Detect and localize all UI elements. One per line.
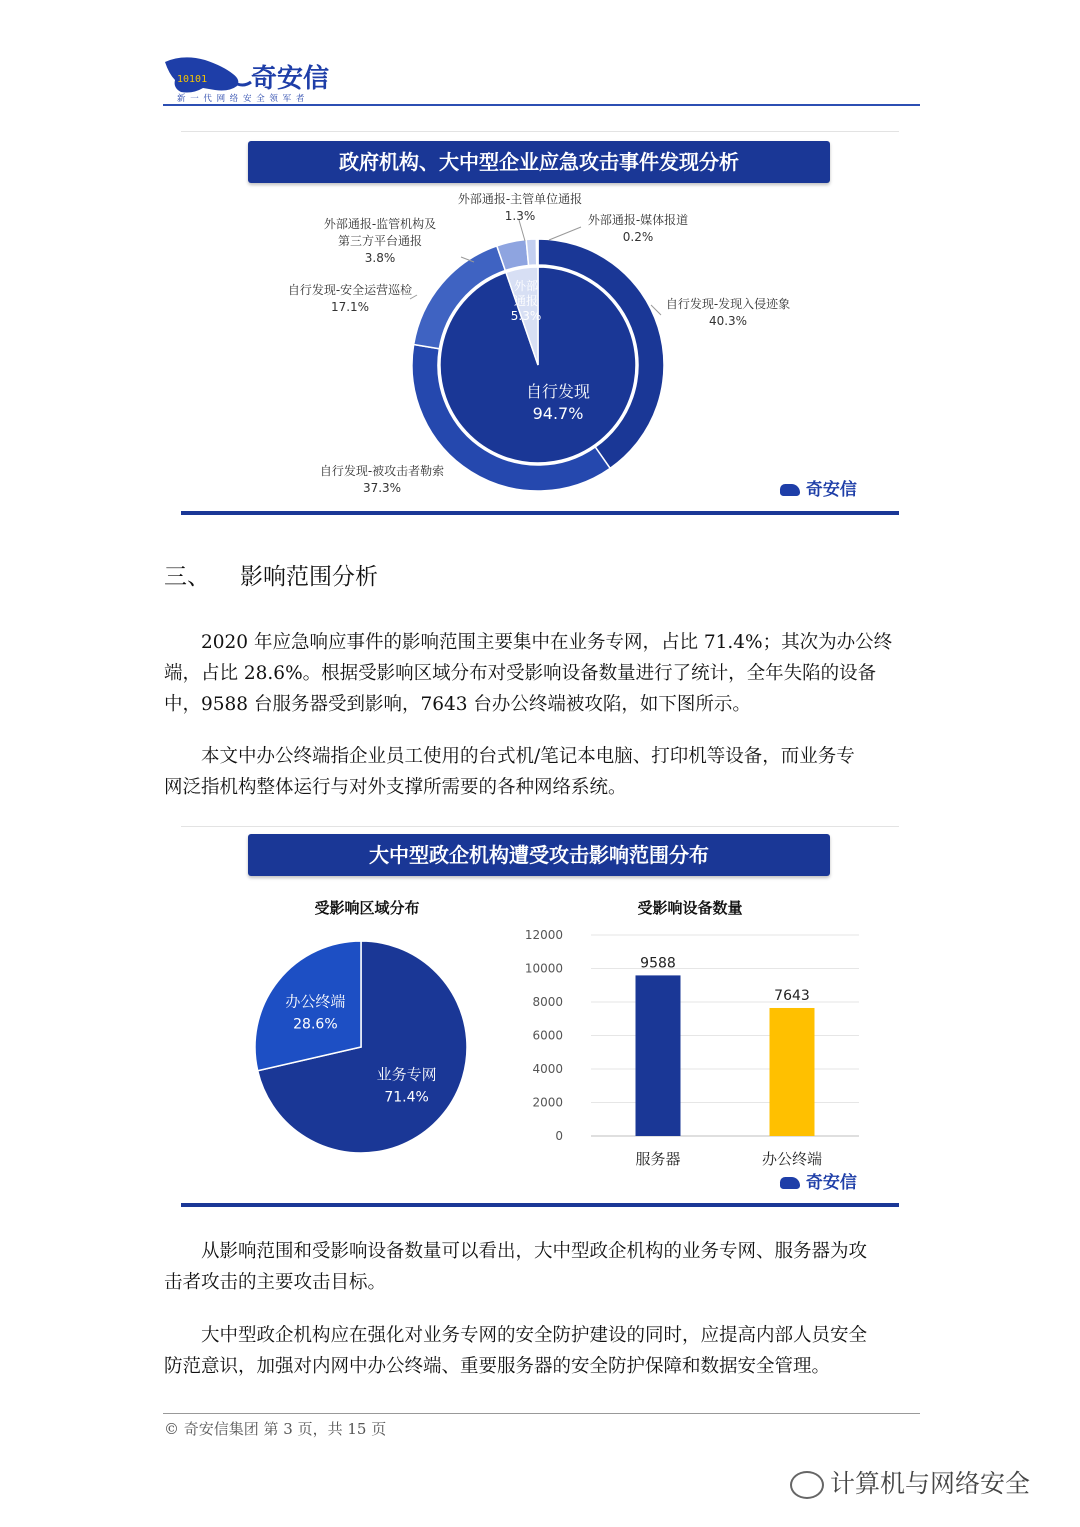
figure1-watermark-logo: 奇安信 [780, 475, 857, 500]
outer-slice-5 [536, 239, 538, 265]
logo-text: 奇安信 [251, 64, 330, 94]
section-heading [164, 558, 378, 591]
figure1-bottom-rule [181, 511, 899, 515]
inner-label-external: 外部通报 5.3% [510, 279, 542, 323]
y-tick-label: 4000 [532, 1062, 563, 1076]
x-category-label: 办公终端 [761, 1150, 823, 1168]
paragraph-2: 本文中办公终端指企业员工使用的台式机/笔记本电脑、打印机等设备，而业务专 网泛指机构整体运行与对外支撑所需要的各种网络系统。 [164, 746, 855, 798]
figure1-donut-chart [181, 185, 899, 513]
y-tick-label: 0 [555, 1129, 563, 1143]
logo-slogan: 新 一 代 网 络 安 全 领 军 者 [177, 94, 306, 104]
figure1-top-line [181, 131, 899, 132]
section-title: 影响范围分析 [240, 564, 378, 590]
bar-chart [525, 928, 859, 1168]
bar-value-label: 9588 [640, 955, 676, 972]
paragraph-1: 2020 年应急响应事件的影响范围主要集中在业务专网，占比 71.4%；其次为办公终 端，占比 28.6%。根据受影响区域分布对受影响设备数量进行了统计，全年失陷的设备 中，9588 台服务器受到影响，7643 台办公终端被攻陷，如下图所示。 [164, 632, 893, 715]
y-tick-label: 8000 [532, 995, 563, 1009]
pie-slice-value: 71.4% [384, 1089, 429, 1106]
footer-page-info: © 奇安信集团 第 3 页，共 15 页 [164, 1420, 387, 1438]
y-tick-label: 10000 [524, 961, 563, 976]
paragraph-3: 从影响范围和受影响设备数量可以看出，大中型政企机构的业务专网、服务器为攻 击者攻击的主要攻击目标。 [164, 1241, 868, 1293]
x-category-label: 服务器 [635, 1150, 681, 1168]
footer-divider [163, 1413, 920, 1414]
figure2-watermark-logo: 奇安信 [780, 1168, 857, 1193]
section-number: 三、 [164, 564, 210, 590]
pie-chart-title: 受影响区域分布 [314, 899, 420, 917]
figure2-charts [181, 920, 899, 1190]
bar-value-label: 7643 [774, 987, 810, 1004]
leopard-icon [780, 1177, 800, 1189]
figure2-top-line [181, 826, 899, 827]
pie-slice-label: 业务专网 [376, 1065, 437, 1084]
pie-chart [255, 941, 467, 1153]
bar-0 [636, 975, 681, 1136]
bar-chart-title: 受影响设备数量 [637, 899, 743, 917]
inner-label-self: 自行发现 94.7% [525, 382, 590, 423]
outer-label-inspection: 自行发现-安全运营巡检 17.1% [287, 283, 413, 314]
y-tick-label: 12000 [524, 928, 563, 942]
figure2-bottom-rule [181, 1203, 899, 1207]
pie-slice-label: 办公终端 [285, 992, 346, 1011]
outer-slice-4 [526, 239, 537, 265]
wechat-icon [790, 1471, 824, 1499]
wechat-watermark: 计算机与网络安全 [790, 1464, 1030, 1500]
qianxin-logo [163, 52, 353, 104]
outer-label-media: 外部通报-媒体报道 0.2% [587, 213, 689, 244]
svg-text:10101: 10101 [177, 74, 208, 85]
figure2-title: 大中型政企机构遭受攻击影响范围分布 [248, 834, 830, 876]
outer-label-regulator: 外部通报-监管机构及 第三方平台通报 3.8% [323, 217, 437, 265]
outer-label-supervisor: 外部通报-主管单位通报 1.3% [457, 192, 583, 223]
y-tick-label: 2000 [532, 1095, 563, 1110]
pie-slice-value: 28.6% [293, 1016, 338, 1033]
leopard-icon [780, 484, 800, 496]
y-tick-label: 6000 [532, 1028, 563, 1043]
figure1-title: 政府机构、大中型企业应急攻击事件发现分析 [248, 141, 830, 183]
outer-label-ransom: 自行发现-被攻击者勒索 37.3% [319, 464, 445, 495]
bar-1 [770, 1008, 815, 1136]
outer-label-intrusion: 自行发现-发现入侵迹象 40.3% [665, 297, 791, 328]
header-divider [163, 104, 920, 106]
paragraph-4: 大中型政企机构应在强化对业务专网的安全防护建设的同时，应提高内部人员安全 防范意识，加强对内网中办公终端、重要服务器的安全防护保障和数据安全管理。 [164, 1325, 868, 1377]
